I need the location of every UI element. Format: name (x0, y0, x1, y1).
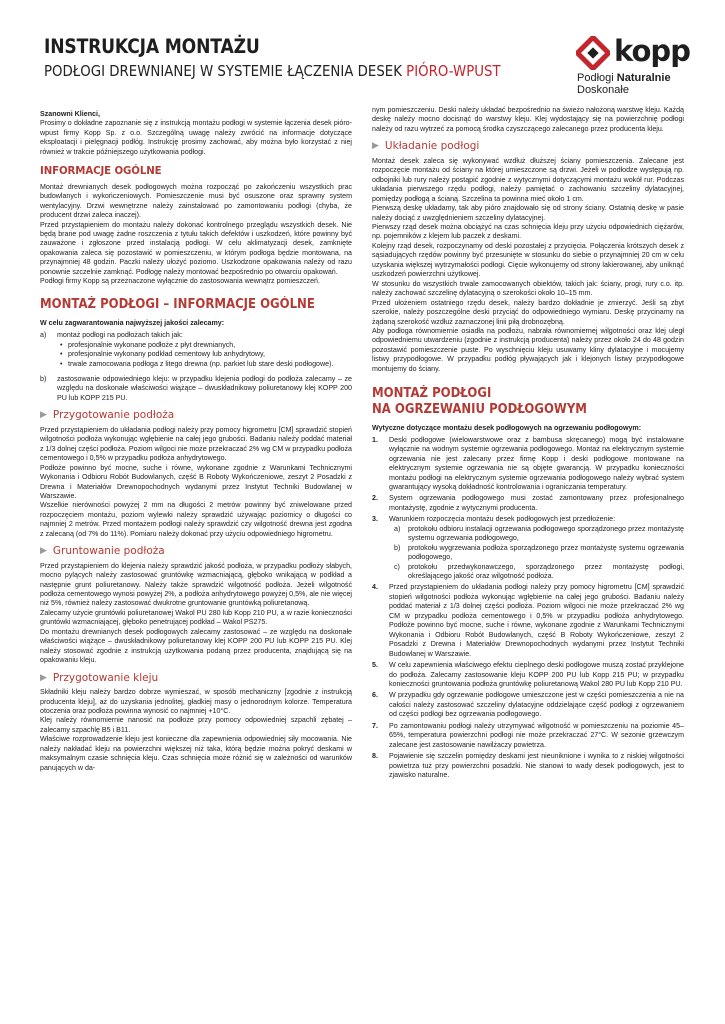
logo-tag-line2: Doskonałe (577, 84, 629, 96)
item-text: Warunkiem rozpoczęcia montażu desek podłogowych jest przedłożenie: (389, 515, 616, 524)
bullet-item (40, 350, 352, 359)
numbered-item (372, 436, 684, 493)
bullet-text: profesjonalnie wykonany podkład cementowy lub anhydrytowy, (68, 350, 266, 359)
subsection-title (40, 671, 352, 684)
item-text: W celu zapewnienia właściwego efektu cieplnego deski podłogowe muszą zostać przyklejone do podłoża. Zalecamy zastosowanie kleju KOPP 200 PU lub Kopp 215 PU; w przypadku konieczności gruntowania podłoża gruntówkę poliuretanową Wakol 280 PU lub Kopp 210 PU. (389, 661, 684, 689)
subtitle-main: PODŁOGI DREWNIANEJ W SYSTEMIE ŁĄCZENIA DESEK (44, 62, 407, 80)
subsection-title (40, 411, 352, 420)
subsection-title-text: Przygotowanie kleju (52, 671, 159, 684)
numbered-item (372, 691, 684, 719)
numbered-item (372, 661, 684, 689)
left-column (40, 110, 352, 773)
paragraph: Klej należy równomiernie nanosić na podłoże przy pomocy odpowiedniej szpachli zębatej – zalecamy szpachlę B5 i B11. (40, 716, 352, 734)
kopp-logo-icon (576, 36, 610, 70)
logo-tagline (577, 72, 671, 96)
subsection-title-text: Gruntowanie podłoża (52, 545, 165, 558)
subsection-title-text: Układanie podłogi (384, 140, 480, 153)
item-text: Pojawienie się szczelin pomiędzy deskami jest nieuniknione i wynika to z niskiej wilgotności powietrza tuż przy powierzchni posadzki. Nie stanowi to wady desek podłogowych, jest to zjawisko naturalne. (389, 752, 684, 780)
list-text: montaż podłogi na podłożach takich jak: (57, 331, 183, 340)
item-text: System ogrzewania podłogowego musi zostać zamontowany przez profesjonalnego montażystę, zgodnie z wytycznymi producenta. (389, 494, 684, 512)
paragraph: Pierwszy rząd desek można obciążyć na czas schnięcia kleju przy użyciu odpowiednich ciężarów, np. pojemników z klejem lub paczek z deskami. (372, 222, 684, 241)
item-text: Przed przystąpieniem do układania podłogi należy przy pomocy higrometru [CM] sprawdzić stopień wilgotności podłoża wykonując wgłębienie na całej jego grubości. Badaniu należy poddać materiał z 1/3 dolnej części podłoża. Poziom wilgoci nie może przekraczać 2% wg CM w przypadku podłoża cementowego i 0,5% w przypadku podłoża anhydrytowego. Podłoże powinno być mocne, suche i równe, wykonane zgodnie z Warunkami Technicznymi Wykonania i Odbioru Robót Budowlanych, część B Roboty Wykończeniowe, zeszyt 2 Posadzki z Drewna i Materiałów Drewnopochodnych wydanymi przez Instytut Techniki Budowlanej w Warszawie. (389, 583, 684, 658)
logo-tag-bold: Naturalnie (616, 72, 671, 84)
triangle-bullet-icon: ▶ (40, 672, 47, 683)
item-number: 5. (372, 661, 378, 670)
bullet-icon: • (60, 359, 63, 368)
logo-wordmark: kopp (614, 34, 690, 68)
numbered-item (372, 752, 684, 780)
subtitle-accent: PIÓRO-WPUST (406, 62, 501, 80)
intro-paragraph: Prosimy o dokładne zapoznanie się z instrukcją montażu podłogi w systemie łączenia desek pióro-wpust firmy Kopp Sp. z o.o. Szczególną uwagę należy zwrócić na informacje dotyczące eksploatacji i pielęgnacji podłóg. Instrukcję prosimy zachować, aby można było korzystać z niej również w trakcie późniejszego użytkowania podłogi. (40, 119, 352, 156)
bullet-icon: • (60, 350, 63, 359)
paragraph: Podłoże powinno być mocne, suche i równe, wykonane zgodnie z Warunkami Technicznymi Wykonania i Odbioru Robót Budowlanych, część B Roboty Wykończeniowe, zeszyt 2 Posadzki z Drewna i Materiałów Drewnopochodnych wydanymi przez Instytut Techniki Budowlanej w Warszawie. (40, 463, 352, 500)
numbered-item (372, 583, 684, 659)
item-number: 7. (372, 721, 378, 730)
item-number: 4. (372, 583, 378, 592)
list-marker: a) (40, 331, 47, 340)
sub-item-text: protokołu wygrzewania podłoża sporządzonego przez montażystę systemu ogrzewania podłogowego, (408, 543, 684, 562)
paragraph: Właściwe rozprowadzenie kleju jest konieczne dla zapewnienia odpowiedniej siły mocowania. Nie należy nakładać kleju na powierzchni większej niż taka, którą będzie można pokryć deskami w maksymalnym czasie schnięcia kleju. Czas schnięcia może różnić się w zależności od warunków panujących w da- (40, 735, 352, 772)
list-item (40, 331, 352, 340)
list-text: zastosowanie odpowiedniego kleju: w przypadku klejenia podłogi do podłoża zalecamy – ze względu na doskonałe właściwości wiążące – dwuskładnikowy poliuretanowy klej KOPP 200 PU lub KOPP 215 PU. (57, 374, 352, 402)
paragraph: nym pomieszczeniu. Deski należy układać bezpośrednio na świeżo nałożoną warstwę kleju. Każdą deskę należy mocno docisnąć do warstwy kleju. Klej wydostający się na powierzchnię podłogi należy od razu wytrzeć za pomocą środka czyszczącego zalecanego przez producenta kleju. (372, 106, 684, 133)
bullet-text: profesjonalnie wykonane podłoże z płyt drewnianych, (68, 340, 236, 349)
document-header (44, 36, 575, 80)
bullet-item (40, 341, 352, 350)
paragraph: Montaż drewnianych desek podłogowych można rozpocząć po zakończeniu wszystkich prac budowlanych i wykończeniowych. Pomieszczenie musi być osuszone oraz sprawny system wentylacyjny. Drzwi wewnętrzne należy zainstalować po zamontowaniu podłogi (chyba, że producent drzwi zaleca inaczej). (40, 182, 352, 220)
numbered-item (372, 515, 684, 524)
heating-lead: Wytyczne dotyczące montażu desek podłogowych na ogrzewaniu podłogowym: (372, 424, 642, 433)
section-title-montaz: MONTAŻ PODŁOGI – INFORMACJE OGÓLNE (40, 296, 315, 312)
paragraph: Podłogi firmy Kopp są przeznaczone wyłącznie do zastosowania wewnątrz pomieszczeń. (40, 277, 320, 286)
paragraph: Wszelkie nierówności powyżej 2 mm na długości 2 metrów powinny być zniwelowane przed rozpoczęciem montażu, poziom wylewki należy sprawdzić używając poziomicy o długości co najmniej 2 metrów. Przed montażem podłogi należy sprawdzić czy wilgotność drewna jest zgodna z zalecaną (od 7% do 11%). Pomiaru należy dokonać przy użyciu odpowiedniego higrometru. (40, 501, 352, 538)
sub-item-marker: b) (394, 543, 401, 552)
document-title: INSTRUKCJA MONTAŻU (44, 35, 260, 58)
triangle-bullet-icon: ▶ (372, 141, 379, 152)
subsection-title (372, 142, 684, 151)
list-marker: b) (40, 374, 47, 383)
paragraph: Montaż desek zaleca się wykonywać wzdłuż dłuższej ściany pomieszczenia. Zalecane jest rozpoczęcie montażu od ściany na której umieszczone są drzwi. Jeżeli w podłodze występują np. odbojniki lub rury należy postąpić zgodnie z wytycznymi dotyczącymi montażu wokół rur. Podczas układania pierwszego rzędu podłogi, należy pamiętać o zachowaniu szczeliny dylatacyjnej, pomiędzy podłogą a ścianą. Szczelina ta powinna mieć około 1 cm. (372, 156, 684, 203)
paragraph: Składniki kleju należy bardzo dobrze wymieszać, w sposób mechaniczny [zgodnie z instrukcją producenta kleju], aż do uzyskania jednolitej, gładkiej masy o jednorodnym kolorze. Temperatura otoczenia oraz podłoża powinna wynosić co najmniej +10°C. (40, 688, 352, 716)
paragraph: Kolejny rząd desek, rozpoczynamy od deski pozostałej z przycięcia. Połączenia krótszych desek z sąsiadujących rzędów powinny być przesunięte w stosunku do siebie o przynajmniej 20 cm w celu uzyskania większej wytrzymałości podłogi. Cięcie wykonujemy od strony lakierowanej, aby uniknąć uszkodzeń powierzchni użytkowej. (372, 241, 684, 279)
list-item (40, 375, 352, 403)
montaz-lead: W celu zagwarantowania najwyższej jakości zalecamy: (40, 318, 225, 327)
item-text: Deski podłogowe (wielowarstwowe oraz z bambusa skręcanego) mogą być instalowane wyłącznie na wodnym systemie ogrzewania podłogowego. Montaż na elektrycznym systemie ogrzewania nie jest zalecany przez firmę Kopp i deski podłogowe montowane na elektrycznym systemie ogrzewania nie są objęte gwarancją. W przypadku konieczności montażu podłogi na elektrycznym systemie ogrzewania podłogowego należy wybrać system gwarantujący wysoką dokładność kontrolowania i ograniczania temperatury. (389, 435, 684, 491)
sub-item-marker: a) (394, 524, 401, 533)
item-text: Po zamontowaniu podłogi należy utrzymywać wilgotność w pomieszczeniu na poziomie 45–65%, temperatura powierzchni podłogi nie może przekraczać 27°C. W sezonie grzewczym zalecane jest zastosowanie nawilżaczy powietrza. (389, 721, 684, 749)
document-subtitle (44, 62, 501, 80)
sub-item-text: protokołu przedwykonawczego, sporządzonego przez montażystę podłogi, określającego jakość oraz wilgotność podłoża. (408, 562, 684, 581)
item-number: 6. (372, 691, 378, 700)
paragraph: W stosunku do wszystkich trwale zamocowanych obiektów, takich jak: ściany, progi, rury c.o. itp. należy zachować szczelinę dylatacyjną o szerokości około 10–15 mm. (372, 279, 684, 298)
logo-tag-plain: Podłogi (577, 72, 617, 84)
paragraph: Przed przystąpieniem do klejenia należy sprawdzić jakość podłoża, w przypadku podłoży słabych, mocno pylących należy zastosować gruntówkę wzmacniającą, głęboko wnikającą w podkład a następnie grunt poliuretanowy. Należy także sprawdzić wilgotność podłoża. Jeżeli wilgotność podłoża cementowego wynosi powyżej 2%, a podłoża anhydrytowego powyżej 0,5%, ale nie więcej niż 5%, również należy zastosować dwukrotne gruntowanie gruntówką poliuretanową. (40, 561, 352, 608)
paragraph: Przed ułożeniem ostatniego rzędu desek, należy bardzo dokładnie je zmierzyć. Jeśli są zbyt szerokie, należy poszczególne deski przyciąć do odpowiedniego wymiaru. Deskę przycinamy na żądaną szerokość wzdłuż zaznaczonej linii piłą drobnozębną. (372, 298, 684, 326)
paragraph: Do montażu drewnianych desek podłogowych zalecamy zastosować – ze względu na doskonałe właściwości wiążące – dwuskładnikowy poliuretanowy klej KOPP 200 PU lub KOPP 215 PU. Klej należy stosować zgodnie z instrukcją użytkowania podaną przez producenta, znajdującą się na opakowaniu kleju. (40, 627, 352, 665)
heating-title-line1: MONTAŻ PODŁOGI (372, 386, 492, 402)
sub-item-marker: c) (394, 562, 400, 571)
greeting: Szanowni Klienci, (40, 110, 100, 118)
paragraph: Zalecamy użycie gruntówki poliuretanowej Wakol PU 280 lub Kopp 210 PU, a w razie konieczności gruntówki wzmacniającej, głęboko penetrującej podkład – Wakol PS275. (40, 608, 352, 627)
right-column (372, 106, 684, 781)
item-number: 8. (372, 752, 378, 761)
section-title-general: INFORMACJE OGÓLNE (40, 166, 162, 178)
paragraph: Pierwszą deskę układamy, tak aby pióro znajdowało się od strony ściany. Ostatnią deskę w pasie należy dociąć z uwzględnieniem szczeliny dylatacyjnej. (372, 204, 684, 222)
item-text: W przypadku gdy ogrzewanie podłogowe umieszczone jest w części pomieszczenia a nie na całości należy zastosować szczeliny dylatacyjne oddzielające część podłogi z ogrzewaniem od części podłogi bez ogrzewania podłogowego. (389, 691, 684, 719)
subsection-title-text: Przygotowanie podłoża (52, 409, 175, 422)
paragraph: Przed przystąpieniem do układania podłogi należy przy pomocy higrometru [CM] sprawdzić stopień wilgotności podłoża wykonując wgłębienie na całej jego grubości. Badaniu należy poddać materiał z 1/3 dolnej części podłoża. Poziom wilgoci nie może przekraczać 2% wg CM w przypadku podłoża cementowego i 0,5% w przypadku podłoża anhydrytowego. (40, 425, 352, 463)
item-number: 2. (372, 494, 378, 503)
item-number: 3. (372, 515, 378, 524)
paragraph: Aby podłoga równomiernie osiadła na podłożu, nabrała równomiernej wilgotności oraz klej uległ odpowiedniemu utwardzeniu (zgodnie z instrukcją producenta) należy przez około 24 do 48 godzin pozostawić pomieszczenie puste. Po wyschnięciu kleju usuwamy kliny dylatacyjne i mocujemy listwy przypodłogowe. W przypadku podłóg pływających jak i klejonych listwy przypodłogowe montujemy do ściany. (372, 326, 684, 373)
sub-item (372, 544, 684, 563)
bullet-icon: • (60, 340, 63, 349)
sub-item (372, 563, 684, 582)
numbered-item (372, 494, 684, 513)
section-title-heating (372, 386, 653, 418)
sub-item-text: protokołu odbioru instalacji ogrzewania podłogowego sporządzonego przez montażystę systemu ogrzewania podłogowego, (408, 524, 684, 543)
paragraph: Przed przystąpieniem do montażu należy dokonać kontrolnego przeglądu wszystkich desek. Nie będą brane pod uwagę żadne roszczenia z tytułu takich defektów i uszkodzeń, które powinny być zauważone i zgłoszone przed instalacją podłogi. W celu aklimatyzacji desek, zamknięte opakowania zaleca się pozostawić w pomieszczeniu, w którym podłoga będzie montowana, na przynajmniej 48 godzin. Paczki należy ułożyć poziomo. Uszkodzone opakowania należy od razu ponownie szczelnie zamknąć. Podłogę należy montować bezpośrednio po otwarciu opakowań. (40, 220, 352, 276)
bullet-item (40, 360, 352, 369)
subsection-title (40, 547, 352, 556)
numbered-item (372, 722, 684, 750)
item-number: 1. (372, 435, 378, 444)
triangle-bullet-icon: ▶ (40, 546, 47, 557)
heating-title-line2: NA OGRZEWANIU PODŁOGOWYM (372, 402, 587, 418)
bullet-text: trwale zamocowana podłoga z litego drewna (np. parkiet lub stare deski podłogowe). (68, 359, 334, 368)
triangle-bullet-icon: ▶ (40, 410, 47, 421)
sub-item (372, 525, 684, 544)
